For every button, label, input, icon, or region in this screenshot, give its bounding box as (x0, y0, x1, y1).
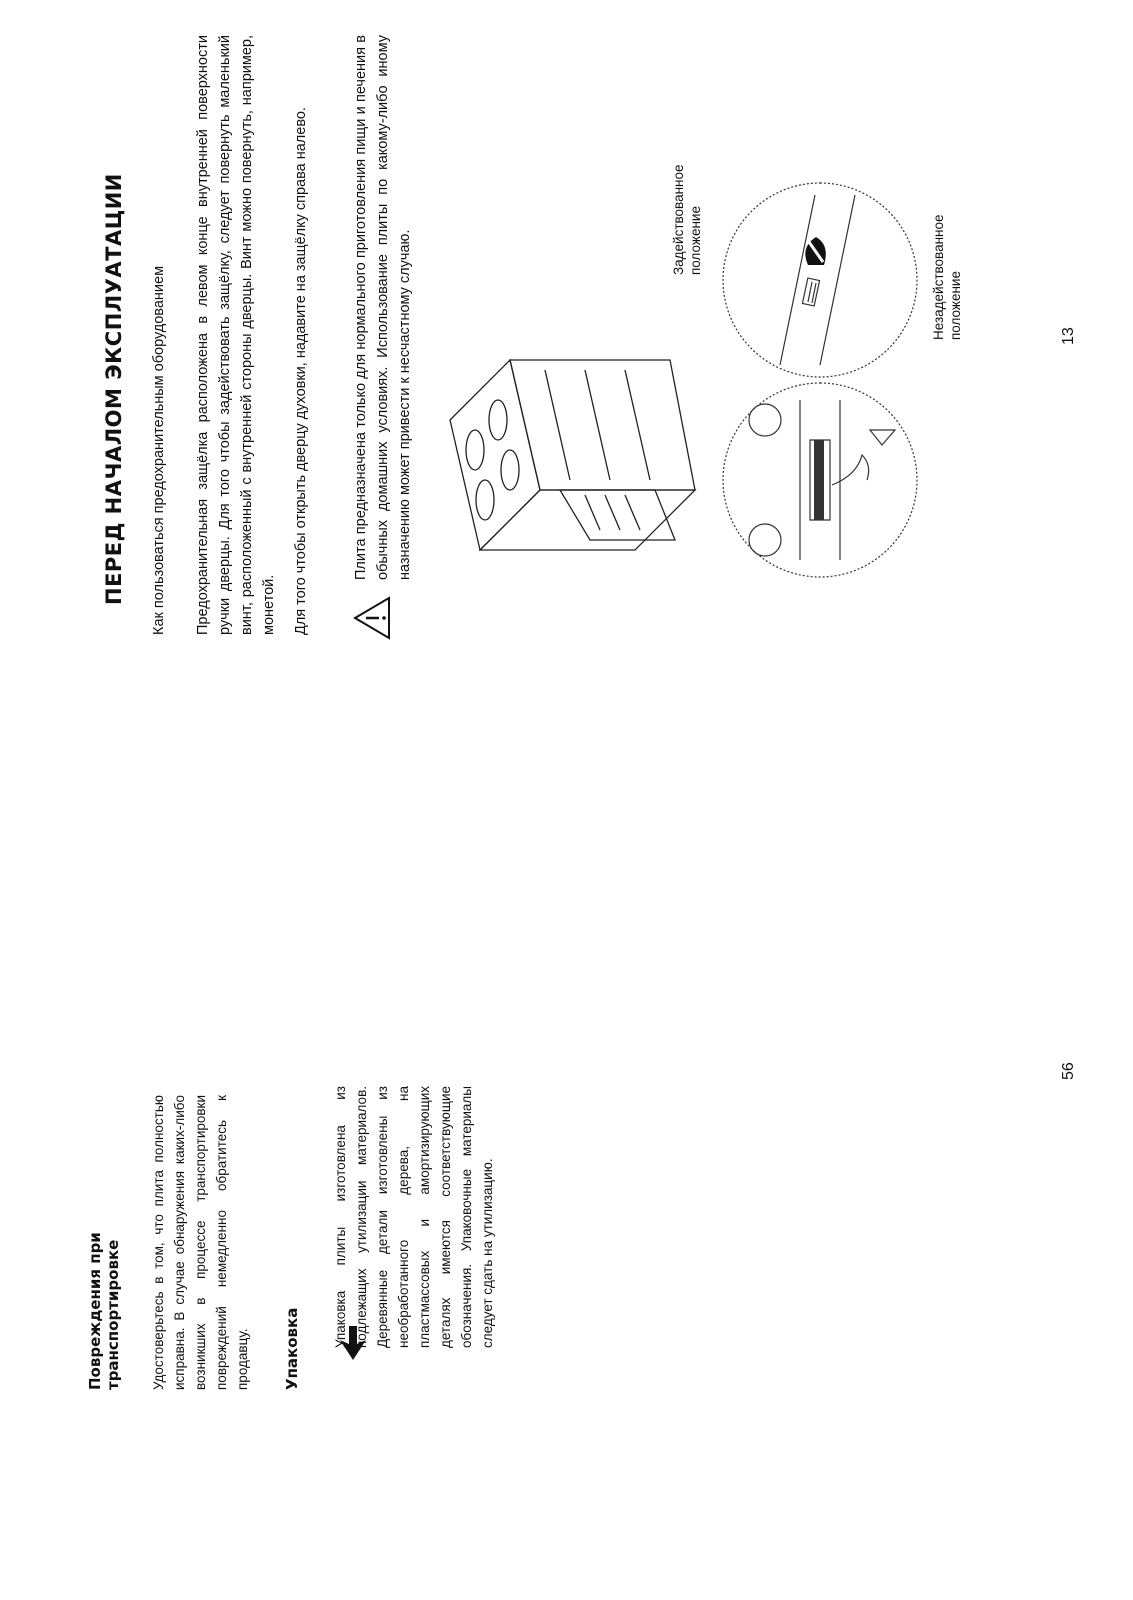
stove-illustration (440, 350, 700, 580)
heading-line-2: транспортировке (104, 1239, 122, 1390)
heading-line-1: Повреждения при (86, 1232, 104, 1390)
left-paragraph-1: Удостоверьтесь в том, что плита полностью исправна. В случае обнаружения каких-либо возникших в процессе транспортировки повреждений немедленно обратитесь к продавцу. (151, 1095, 250, 1390)
packaging-heading: Упаковка (283, 1307, 301, 1390)
intro-text: Как пользоваться предохранительным оборудованием (151, 265, 167, 635)
right-page-number: 13 (1060, 327, 1077, 345)
caption-engaged-line-1: Задействованное (671, 164, 686, 275)
caption-engaged-line-2: положение (688, 206, 703, 275)
left-page-number: 56 (1060, 1062, 1077, 1080)
page-title: ПЕРЕД НАЧАЛОМ ЭКСПЛУАТАЦИИ (102, 173, 126, 605)
warning-text: Плита предназначена только для нормального приготовления пищи и печения в обычных домашних условиях. Использование плиты по какому-либо иному назначению может привести к несчастному случаю. (353, 35, 413, 580)
caption-disengaged (930, 140, 964, 340)
warning-triangle-icon (352, 596, 392, 640)
caption-disengaged-line-2: положение (948, 271, 963, 340)
latch-detail-engaged (720, 380, 920, 580)
caption-disengaged-line-1: Незадействованное (931, 214, 946, 340)
right-paragraph-2: Для того чтобы открыть дверцу духовки, надавите на защёлку справа налево. (293, 107, 309, 635)
left-paragraph-2: Упаковка плиты изготовлена из подлежащих утилизации материалов. Деревянные детали изготовлены из необработанного дерева, на пластмассовых и амортизирующих деталях имеются соответствующие обозначения. Упаковочные материалы следует сдать на утилизацию. (333, 1086, 495, 1348)
left-heading (86, 1070, 122, 1390)
caption-engaged (670, 115, 704, 275)
latch-detail-disengaged (720, 180, 920, 380)
right-paragraph-1: Предохранительная защёлка расположена в левом конце внутренней поверхности ручки дверцы. Для того чтобы задействовать защёлку, следует повернуть маленький винт, расположенный с внутренней стороны дверцы. Винт можно повернуть, например, монетой. (195, 35, 277, 635)
